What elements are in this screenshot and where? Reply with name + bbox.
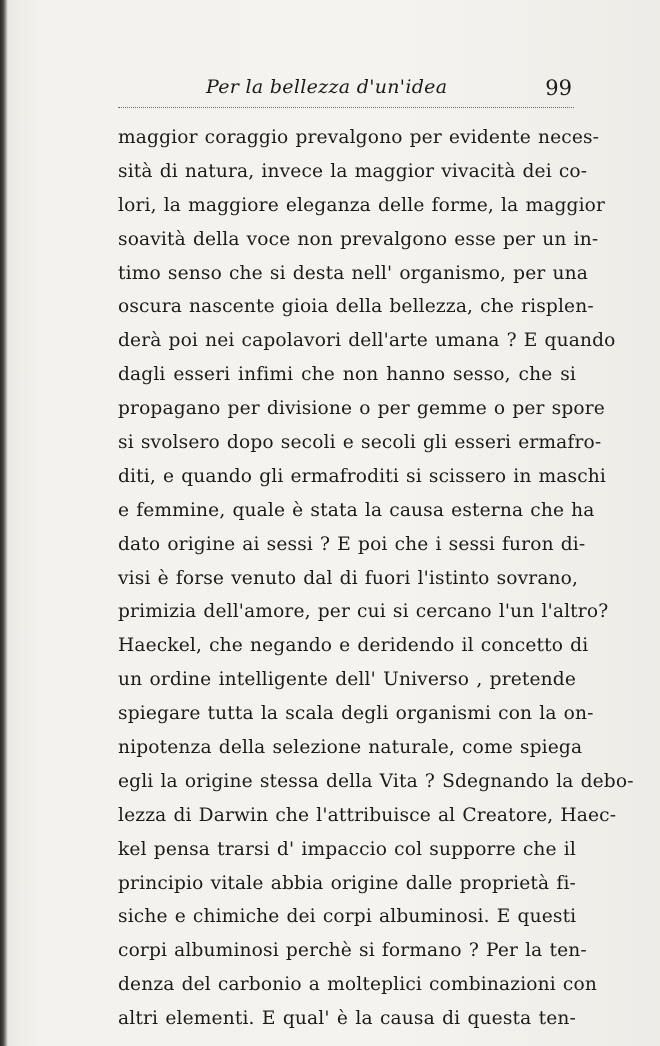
running-head (118, 74, 574, 106)
text-line: oscura nascente gioia della bellezza, che risplen- (118, 296, 594, 318)
text-line: spiegare tutta la scala degli organismi con la on- (118, 703, 594, 725)
binding-edge (0, 0, 8, 1046)
text-line: diti, e quando gli ermafroditi si scissero in maschi (118, 465, 607, 487)
header-rule (118, 107, 574, 108)
text-line: un ordine intelligente dell' Universo , pretende (118, 669, 576, 691)
running-title: Per la bellezza d'un'idea (206, 76, 448, 98)
text-line: kel pensa trarsi d' impaccio col supporre che il (118, 838, 576, 860)
text-line: siche e chimiche dei corpi albuminosi. E questi (118, 906, 577, 928)
text-line: corpi albuminosi perchè si formano ? Per la ten- (118, 940, 587, 962)
text-line: principio vitale abbia origine dalle proprietà fi- (118, 872, 576, 894)
text-line: propagano per divisione o per gemme o per spore (118, 398, 605, 420)
text-line: lezza di Darwin che l'attribuisce al Creatore, Haec- (118, 804, 617, 826)
text-line: dato origine ai sessi ? E poi che i sessi furon di- (118, 533, 586, 555)
text-line: maggior coraggio prevalgono per evidente neces- (118, 127, 600, 148)
text-line: egli la origine stessa della Vita ? Sdegnando la debo- (118, 770, 634, 792)
text-line: e femmine, quale è stata la causa esterna che ha (118, 499, 595, 521)
text-line: altri elementi. E qual' è la causa di questa ten- (118, 1008, 576, 1030)
text-line: primizia dell'amore, per cui si cercano l'un l'altro? (118, 601, 609, 623)
text-line: timo senso che si desta nell' organismo, per una (118, 262, 588, 284)
text-line: nipotenza della selezione naturale, come spiega (118, 737, 583, 759)
text-line: Haeckel, che negando e deridendo il concetto di (118, 635, 589, 657)
text-line: denza del carbonio a molteplici combinazioni con (118, 974, 597, 996)
text-line: dagli esseri infimi che non hanno sesso, che si (118, 364, 576, 386)
text-line: derà poi nei capolavori dell'arte umana ? E quando (118, 330, 616, 352)
text-line: soavità della voce non prevalgono esse per un in- (118, 228, 599, 250)
text-line: sità di natura, invece la maggior vivacità dei co- (118, 160, 588, 182)
page-number: 99 (545, 76, 572, 100)
text-line: lori, la maggiore eleganza delle forme, la maggior (118, 194, 606, 216)
text-line: visi è forse venuto dal di fuori l'istinto sovrano, (118, 567, 579, 589)
body-text (118, 121, 634, 1036)
text-line: si svolsero dopo secoli e secoli gli esseri ermafro- (118, 432, 602, 454)
